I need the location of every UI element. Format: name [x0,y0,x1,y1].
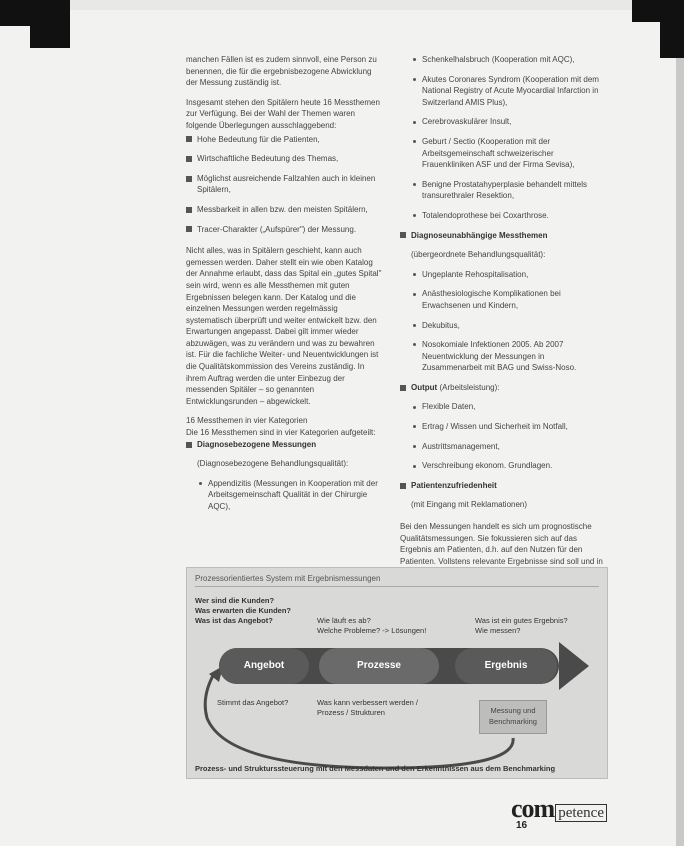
stage-processes: Prozesse [319,648,439,684]
category-title: Diagnoseunabhängige Messthemen [400,230,605,242]
list-item: Ungeplante Rehospitalisation, [400,269,605,281]
figure-title: Prozessorientiertes System mit Ergebnismessungen [195,574,381,583]
list-item: Anästhesiologische Komplikationen bei Erwachsenen und Kindern, [400,288,605,311]
list-item: Totalendoprothese bei Coxarthrose. [400,210,605,222]
scan-border [0,0,684,10]
category-subtitle: (Diagnosebezogene Behandlungsqualität): [197,459,349,469]
list-item: Appendizitis (Messungen in Kooperation mit der Arbeitsgemeinschaft Qualität in der Chirurgie AQC), [186,478,382,513]
category-title: Diagnosebezogene Messungen [186,439,382,451]
list-item: Tracer-Charakter („Aufspürer") der Messung. [186,224,382,236]
list-item: Austrittsmanagement, [400,441,605,453]
competence-logo: com petence [511,794,607,824]
figure-caption: Prozess- und Strukturssteuerung mit den Messdaten und den Erkenntnissen aus dem Benchmarking [195,764,556,773]
arrow-head-icon [559,642,589,690]
list-item: Benigne Prostatahyperplasie behandelt mittels transurethraler Resektion, [400,179,605,202]
question-offer-check: Stimmt das Angebot? [217,698,289,707]
criteria-list [186,134,382,236]
list-item: Flexible Daten, [400,401,605,413]
list-item: Ertrag / Wissen und Sicherheit im Notfall, [400,421,605,433]
scan-shadow [0,0,30,26]
category-subtitle: (übergeordnete Behandlungsqualität): [411,250,546,260]
list-item: Hohe Bedeutung für die Patienten, [186,134,382,146]
scan-shadow [660,22,684,58]
stage-result: Ergebnis [455,648,557,684]
left-column [186,54,382,521]
list-item: Messbarkeit in allen bzw. den meisten Spitälern, [186,204,382,216]
question-result: Was ist ein gutes Ergebnis? Wie messen? [475,616,568,635]
benchmarking-box: Messung und Benchmarking [479,700,547,734]
question-process: Wie läuft es ab? Welche Probleme? -> Lösungen! [317,616,427,635]
list-item: Geburt / Sectio (Kooperation mit der Arbeitsgemeinschaft schweizerischer Frauenkliniken ASF und der Firma Sevisa), [400,136,605,171]
stage-offer: Angebot [219,648,309,684]
category-title: Output (Arbeitsleistung): [400,382,605,394]
catalog-paragraph: Nicht alles, was in Spitälern geschieht, kann auch gemessen werden. Daher stellt ein wie oben Katalog der Annahme erlaubt, dass das Spital ein „gutes Spital" sein wird, wenn es alle Messthemen mit guten Ergebnissen belegen kann. Der Katalog und die einzelnen Messungen werden regelmässig systematisch überprüft und weiter entwickelt bzw. den Erwartungen angepasst. Dabei gilt immer wieder abzuwägen, was zu verändern und was zu bewahren ist. Für die fachliche Weiter- und Neuentwicklungen ist die Qualitätskommission des Vereins zuständig. In ihrem Auftrag werden die unter Einbezug der messenden Spitäler – so genannten Entwicklungsrunden – abgewickelt. [186,246,382,406]
right-column [400,54,605,610]
list-item: Möglichst ausreichende Fallzahlen auch in kleinen Spitälern, [186,173,382,196]
category-subtitle: (mit Eingang mit Reklamationen) [411,500,528,510]
list-item: Akutes Coronares Syndrom (Kooperation mit dem National Registry of Acute Myocardial Infarction in Switzerland AMIS Plus), [400,74,605,109]
question-improve: Was kann verbessert werden / Prozess / Strukturen [317,698,419,717]
intro-paragraph: manchen Fällen ist es zudem sinnvoll, eine Person zu benennen, die für die ergebnisbezogene Abwicklung der Messung zuständig ist. [186,55,377,88]
list-item: Nosokomiale Infektionen 2005. Ab 2007 Neuentwicklung der Messungen in Zusammenarbeit mit BAG und Swiss-Noso. [400,339,605,374]
page-edge [676,58,684,846]
question-customers: Wer sind die Kunden? Was erwarten die Kunden? Was ist das Angebot? [195,596,291,625]
page-number: 16 [516,820,528,831]
topics-paragraph: Insgesamt stehen den Spitälern heute 16 Messthemen zur Verfügung. Bei der Wahl der Themen waren folgende Überlegungen ausschlaggebend: [186,97,380,130]
list-item: Verschreibung ekonom. Grundlagen. [400,460,605,472]
process-diagram [186,567,608,779]
scan-shadow [30,0,70,48]
list-item: Schenkelhalsbruch (Kooperation mit AQC), [400,54,605,66]
section-intro: Die 16 Messthemen sind in vier Kategorien aufgeteilt: [186,428,376,438]
scan-shadow [632,0,684,22]
list-item: Cerebrovaskulärer Insult, [400,116,605,128]
category-title: Patientenzufriedenheit [400,480,605,492]
closing-paragraph: Bei den Messungen handelt es sich um prognostische Qualitätsmessungen. Sie fokussieren sich auf das Ergebnis am Patienten, d.h. auf den Nutzen für den Patienten. Vollstens relevante Ergebnisse sind soll und in [400,522,603,566]
section-title: 16 Messthemen in vier Kategorien [186,416,308,426]
list-item: Dekubitus, [400,320,605,332]
list-item: Wirtschaftliche Bedeutung des Themas, [186,153,382,165]
